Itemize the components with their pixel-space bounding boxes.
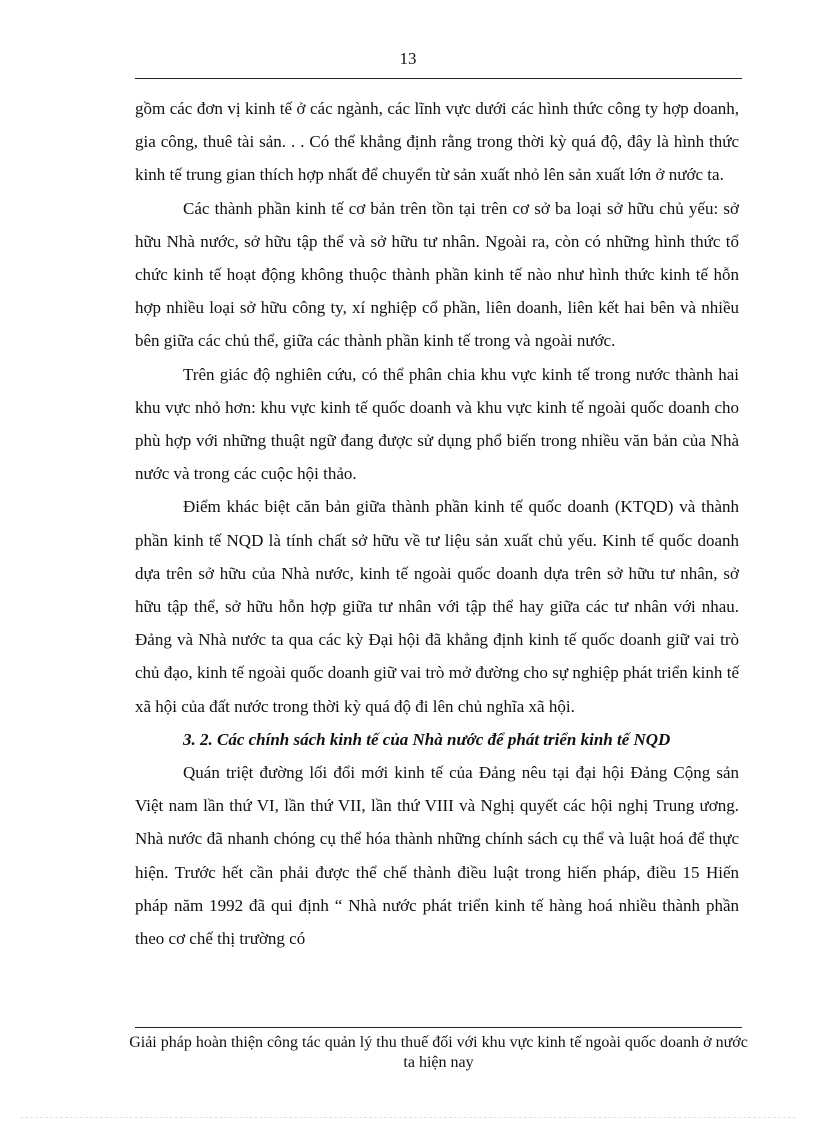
paragraph: Các thành phần kinh tế cơ bản trên tồn tại trên cơ sở ba loại sở hữu chủ yếu: sở hữu Nhà nước, sở hữu tập thể và sở hữu tư nhân. Ngoài ra, còn có những hình thức tổ chức kinh tế hoạt động không thuộc thành phần kinh tế nào như hình thức kinh tế hỗn hợp nhiều loại sở hữu công ty, xí nghiệp cổ phần, liên doanh, liên kết hai bên và nhiều bên giữa các chủ thể, giữa các thành phần kinh tế trong và ngoài nước. bbox=[135, 198, 739, 351]
paragraph: Điểm khác biệt căn bản giữa thành phần kinh tế quốc doanh (KTQD) và thành phần kinh tế NQD là tính chất sở hữu về tư liệu sản xuất chủ yếu. Kinh tế quốc doanh dựa trên sở hữu của Nhà nước, kinh tế ngoài quốc doanh dựa trên sở hữu tư nhân, sở hữu tập thể, sở hữu hỗn hợp giữa tư nhân với tập thể hay giữa các tư nhân với nhau. Đảng và Nhà nước ta qua các kỳ Đại hội đã khẳng định kinh tế quốc doanh giữ vai trò chủ đạo, kinh tế ngoài quốc doanh giữ vai trò mở đường cho sự nghiệp phát triển kinh tế xã hội của đất nước trong thời kỳ quá độ đi lên chủ nghĩa xã hội. bbox=[135, 497, 739, 716]
paragraph: Quán triệt đường lối đổi mới kinh tế của Đảng nêu tại đại hội Đảng Cộng sản Việt nam lần thứ VI, lần thứ VII, lần thứ VIII và Nghị quyết các hội nghị Trung ương. Nhà nước đã nhanh chóng cụ thể hóa thành những chính sách cụ thể và luật hoá để thực hiện. Trước hết cần phải được thể chế thành điều luật trong hiến pháp, điều 15 Hiến pháp năm 1992 đã qui định “ Nhà nước phát triển kinh tế hàng hoá nhiều thành phần theo cơ chế thị trường có bbox=[135, 763, 739, 949]
header-divider bbox=[135, 78, 742, 79]
document-body bbox=[135, 92, 739, 955]
page-number: 13 bbox=[399, 49, 417, 68]
footer-title: Giải pháp hoàn thiện công tác quản lý thu thuế đối với khu vực kinh tế ngoài quốc doanh ở nước ta hiện nay bbox=[129, 1034, 748, 1071]
paragraph: gồm các đơn vị kinh tế ở các ngành, các lĩnh vực dưới các hình thức công ty hợp doanh, gia công, thuê tài sản. . . Có thể khẳng định rằng trong thời kỳ quá độ, đây là hình thức kinh tế trung gian thích hợp nhất để chuyển từ sản xuất nhỏ lên sản xuất lớn ở nước ta. bbox=[135, 99, 739, 185]
footer-divider bbox=[135, 1027, 742, 1028]
paragraph: Trên giác độ nghiên cứu, có thể phân chia khu vực kinh tế trong nước thành hai khu vực nhỏ hơn: khu vực kinh tế quốc doanh và khu vực kinh tế ngoài quốc doanh cho phù hợp với những thuật ngữ đang được sử dụng phổ biến trong nhiều văn bản của Nhà nước và trong các cuộc hội thảo. bbox=[135, 364, 739, 484]
section-heading: 3. 2. Các chính sách kinh tế của Nhà nước để phát triển kinh tế NQD bbox=[183, 729, 671, 749]
page-edge bbox=[20, 1117, 796, 1118]
